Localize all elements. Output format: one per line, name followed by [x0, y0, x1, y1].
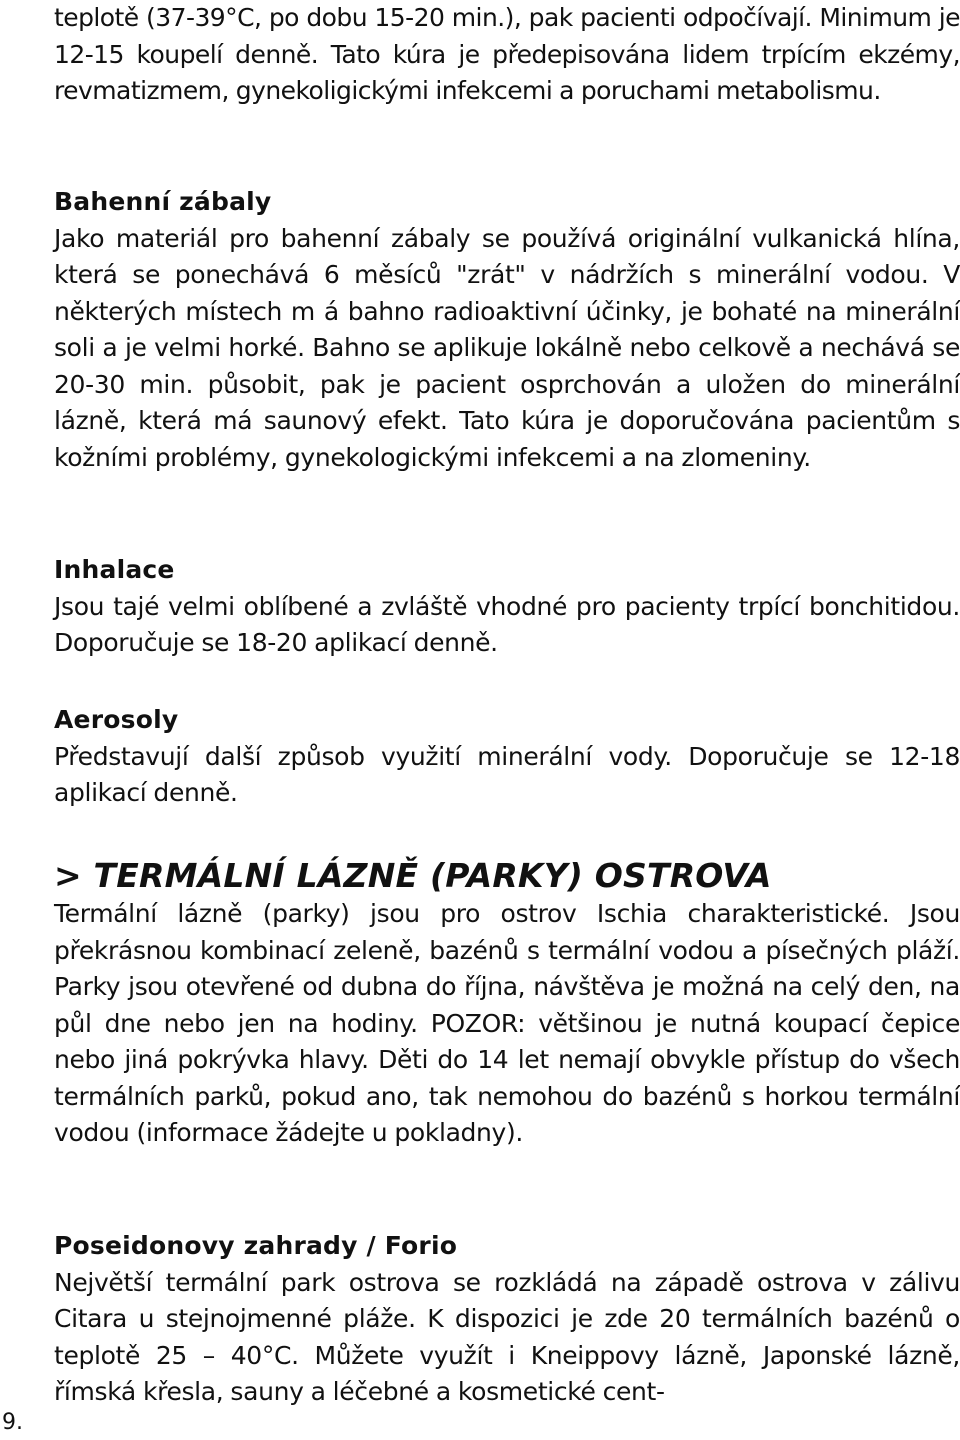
mud-wraps-section: [54, 184, 960, 476]
poseidon-gardens-paragraph: Největší termální park ostrova se rozkládá na západě ostrova v zálivu Citara u stejnojmenné pláže. K dispozici je zde 20 termálních bazénů o teplotě 25 – 40°C. Můžete využít i Kneippovy lázně, Japonské lázně, římská křesla, sauny a léčebné a kosmetické cent-: [54, 1267, 960, 1406]
intro-section: [54, 0, 960, 110]
thermal-parks-paragraph: Termální lázně (parky) jsou pro ostrov Ischia charakteristické. Jsou překrásnou kombinací zeleně, bazénů s termální vodou a písečných pláží. Parky jsou otevřené od dubna do října, návštěva je možná na celý den, na půl dne nebo jen na hodiny. POZOR: většinou je nutná koupací čepice nebo jiná pokrývka hlavy. Děti do 14 let nemají obvykle přístup do všech termálních parků, pokud ano, tak nemohou do bazénů s horkou termální vodou (informace žádejte u pokladny).: [54, 899, 960, 1147]
aerosols-section: [54, 702, 960, 812]
poseidon-gardens-heading: Poseidonovy zahrady / Forio: [54, 1231, 458, 1260]
intro-paragraph: teplotě (37-39°C, po dobu 15-20 min.), pak pacienti odpočívají. Minimum je 12-15 koupelí denně. Tato kúra je předepisována lidem trpícím ekzémy, revmatizmem, gynekoligickými infekcemi a poruchami metabolismu.: [54, 3, 960, 105]
inhalation-section: [54, 552, 960, 662]
inhalation-heading: Inhalace: [54, 555, 175, 584]
page-number: 9.: [2, 1410, 23, 1435]
aerosols-paragraph: Představují další způsob využití minerální vody. Doporučuje se 12-18 aplikací denně.: [54, 741, 960, 807]
inhalation-paragraph: Jsou tajé velmi oblíbené a zvláště vhodné pro pacienty trpící bonchitidou. Doporučuje se 18-20 aplikací denně.: [54, 591, 960, 657]
mud-wraps-paragraph: Jako materiál pro bahenní zábaly se používá originální vulkanická hlína, která se ponechává 6 měsíců "zrát" v nádržích s minerální vodou. V některých místech m á bahno radioaktivní účinky, je bohaté na minerální soli a je velmi horké. Bahno se aplikuje lokálně nebo celkově a nechává se 20-30 min. působit, pak je pacient osprchován a uložen do minerální lázně, která má saunový efekt. Tato kúra je doporučována pacientům s kožními problémy, gynekologickými infekcemi a na zlomeniny.: [54, 223, 960, 472]
mud-wraps-heading: Bahenní zábaly: [54, 187, 272, 216]
aerosols-heading: Aerosoly: [54, 705, 179, 734]
poseidon-gardens-section: [54, 1228, 960, 1411]
thermal-parks-section: [54, 856, 960, 1152]
thermal-parks-heading: > TERMÁLNÍ LÁZNĚ (PARKY) OSTROVA: [54, 856, 772, 895]
